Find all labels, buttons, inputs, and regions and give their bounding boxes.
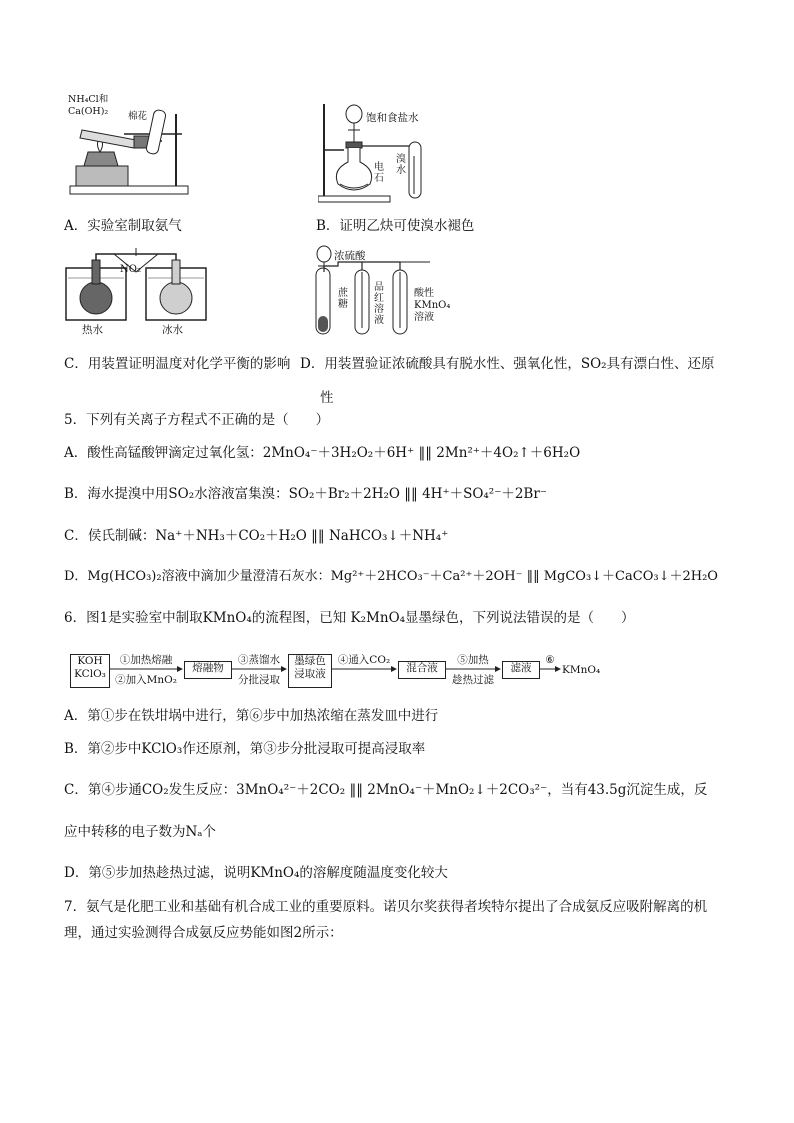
flow-step-1: ①加热熔融 bbox=[119, 654, 173, 666]
figure-a bbox=[64, 94, 214, 200]
q5-option-a: A．酸性高锰酸钾滴定过氧化氢：2MnO₄⁻＋3H₂O₂＋6H⁺ ‖‖ 2Mn²⁺＋4O₂↑＋6H₂O bbox=[64, 445, 581, 461]
salt-water-label: 饱和食盐水 bbox=[366, 112, 419, 124]
figure-a-caption: A．实验室制取氨气 bbox=[64, 218, 182, 234]
flow-step-4: ④通入CO₂ bbox=[337, 654, 391, 666]
q7-line-2: 理，通过实验测得合成氨反应势能如图2所示： bbox=[64, 925, 343, 941]
figure-b-caption: B．证明乙炔可使溴水褪色 bbox=[316, 218, 475, 234]
figure-c bbox=[64, 248, 214, 338]
conc-acid-label: 浓硫酸 bbox=[334, 250, 366, 262]
figure-d bbox=[314, 242, 464, 340]
q5-option-d: D．Mg(HCO₃)₂溶液中滴加少量澄清石灰水：Mg²⁺＋2HCO₃⁻＋Ca²⁺＋2OH⁻ ‖‖ MgCO₃↓＋CaCO₃↓＋2H₂O bbox=[64, 569, 718, 584]
figure-b bbox=[318, 100, 458, 204]
flow-box-reagents: KOH KClO₃ bbox=[70, 654, 110, 688]
q5-option-c: C．侯氏制碱：Na⁺＋NH₃＋CO₂＋H₂O ‖‖ NaHCO₃↓＋NH₄⁺ bbox=[64, 528, 449, 544]
kmno4-label: 酸性 KMnO₄ 溶液 bbox=[414, 288, 451, 323]
flow-box-filtrate: 滤液 bbox=[502, 661, 540, 679]
flow-box-extract: 墨绿色 浸取液 bbox=[288, 654, 332, 688]
bromine-water-label: 溴水 bbox=[396, 154, 406, 176]
flow-step-6: ⑥ bbox=[545, 654, 555, 666]
q6-option-a: A．第①步在铁坩埚中进行，第⑥步中加热浓缩在蒸发皿中进行 bbox=[64, 708, 439, 724]
q5-stem: 5．下列有关离子方程式不正确的是（ ） bbox=[64, 412, 330, 428]
flow-box-melt: 熔融物 bbox=[184, 661, 232, 679]
flow-step-5b: 趁热过滤 bbox=[452, 674, 494, 686]
flow-step-2: ②加入MnO₂ bbox=[115, 674, 177, 686]
flow-product: KMnO₄ bbox=[562, 664, 601, 676]
sucrose-label: 蔗糖 bbox=[338, 288, 348, 310]
reagent-label: NH₄Cl和 Ca(OH)₂ bbox=[68, 94, 109, 117]
figure-d-caption-cont: 性 bbox=[320, 390, 334, 406]
flow-step-5a: ⑤加热 bbox=[457, 654, 489, 666]
calcium-carbide-label: 电石 bbox=[374, 162, 384, 184]
q6-option-c-cont: 应中转移的电子数为Nₐ个 bbox=[64, 824, 217, 840]
flow-box-mixture: 混合液 bbox=[398, 661, 446, 679]
q6-option-d: D．第⑤步加热趁热过滤，说明KMnO₄的溶解度随温度变化较大 bbox=[64, 865, 448, 881]
q6-option-b: B．第②步中KClO₃作还原剂，第③步分批浸取可提高浸取率 bbox=[64, 741, 426, 757]
kmno4-flowchart bbox=[66, 652, 626, 692]
cotton-label: 棉花 bbox=[128, 111, 148, 122]
q6-stem: 6．图1是实验室中制取KMnO₄的流程图，已知 K₂MnO₄显墨绿色，下列说法错误的是（ ） bbox=[64, 610, 635, 626]
ice-water-label: 冰水 bbox=[162, 324, 183, 336]
hot-water-label: 热水 bbox=[82, 324, 103, 336]
no2-label: NO₂ bbox=[120, 264, 141, 275]
fuchsin-label: 品红溶液 bbox=[374, 282, 384, 326]
flow-step-3b: 分批浸取 bbox=[238, 674, 280, 686]
flow-step-3a: ③蒸馏水 bbox=[238, 654, 280, 666]
flow-arrows bbox=[66, 652, 626, 692]
q7-line-1: 7．氨气是化肥工业和基础有机合成工业的重要原料。诺贝尔奖获得者埃特尔提出了合成氨反应吸附解离的机 bbox=[64, 899, 708, 915]
figure-d-caption: D．用装置验证浓硫酸具有脱水性、强氧化性，SO₂具有漂白性、还原 bbox=[300, 356, 715, 372]
q5-option-b: B．海水提溴中用SO₂水溶液富集溴：SO₂＋Br₂＋2H₂O ‖‖ 4H⁺＋SO₄²⁻＋2Br⁻ bbox=[64, 486, 547, 502]
figure-c-caption: C．用装置证明温度对化学平衡的影响 bbox=[64, 356, 291, 372]
q6-option-c: C．第④步通CO₂发生反应：3MnO₄²⁻＋2CO₂ ‖‖ 2MnO₄⁻＋MnO₂↓＋2CO₃²⁻，当有43.5g沉淀生成，反 bbox=[64, 782, 708, 798]
